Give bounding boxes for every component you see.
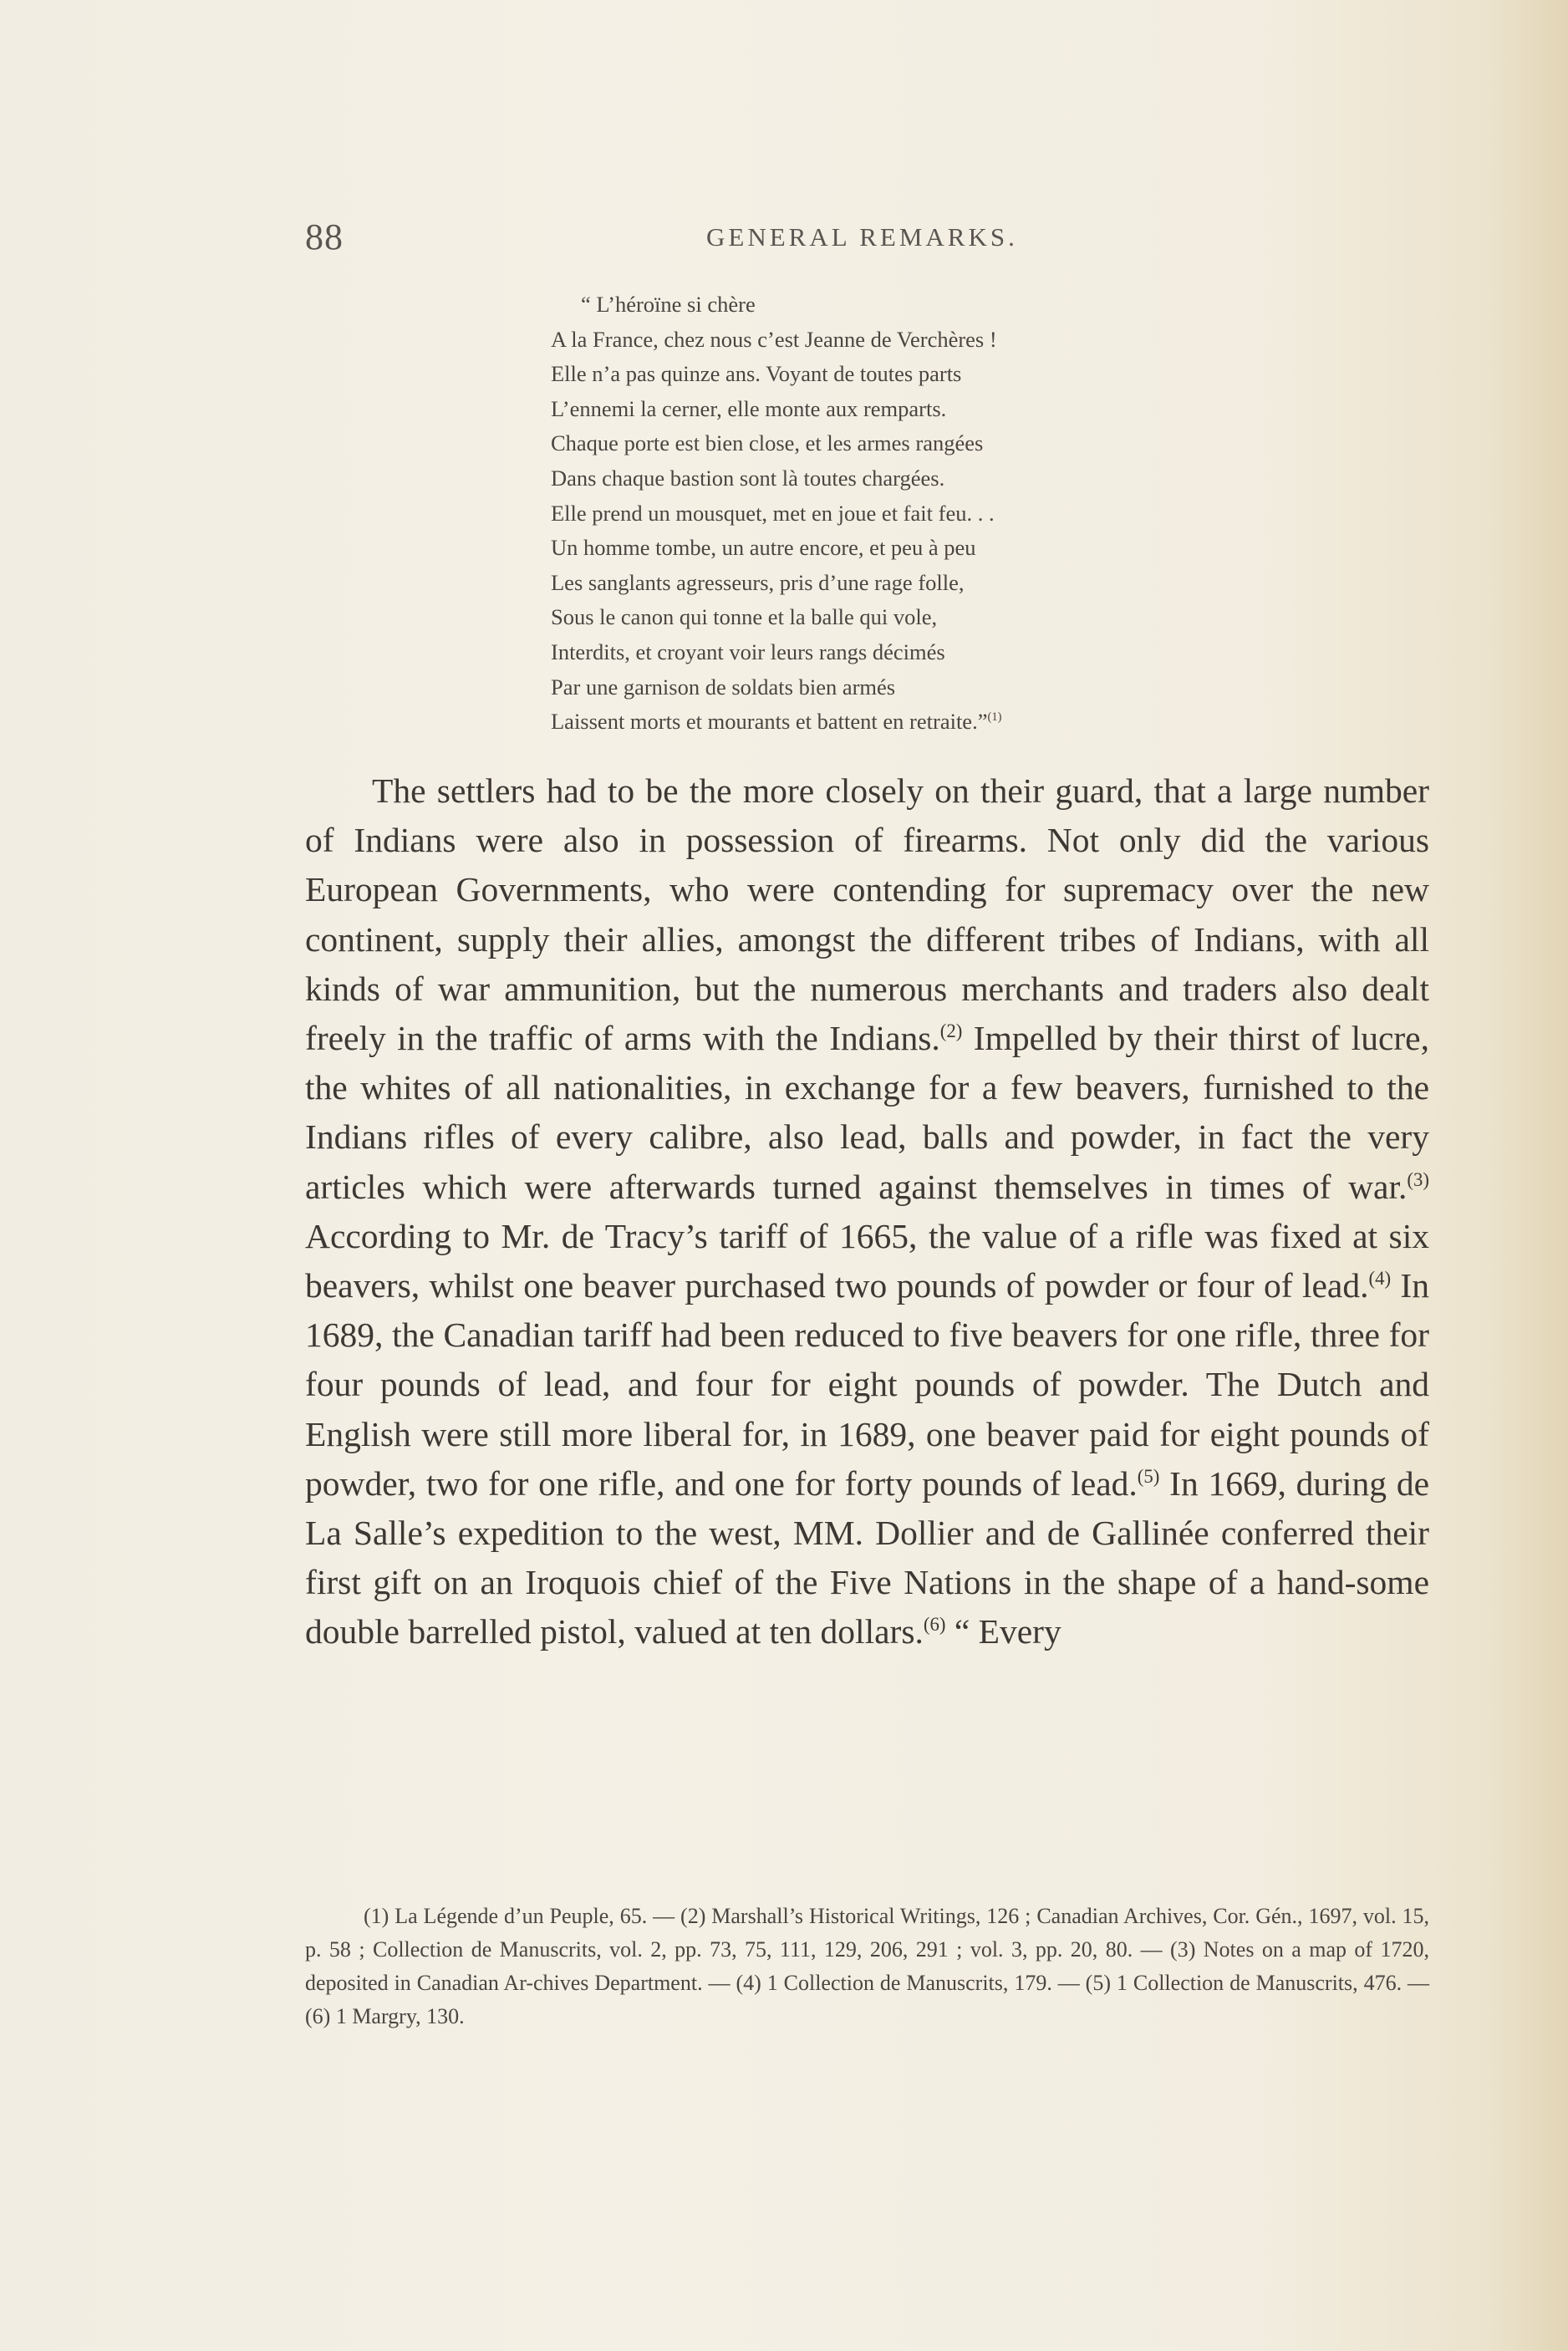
footnotes: (1) La Légende d’un Peuple, 65. — (2) Marshall’s Historical Writings, 126 ; Canadian Archives, Cor. Gén., 1697, vol. 15, p. 58 ; Collection de Manuscrits, vol. 2, pp. 73, 75, 111, 129, 206, 291 ; vol. 3, pp. 20, 80. — (3) Notes on a map of 1720, deposited in Canadian Ar-chives Department. — (4) 1 Collection de Manuscrits, 179. — (5) 1 Collection de Manuscrits, 476. — (6) 1 Margry, 130. bbox=[305, 1904, 1429, 2028]
page-title: GENERAL REMARKS. bbox=[706, 222, 1018, 252]
footnote-ref[interactable]: (4) bbox=[1368, 1268, 1392, 1290]
poem-line-text: Laissent morts et mourants et battent en retraite.” bbox=[551, 709, 988, 735]
footnote-ref[interactable]: (2) bbox=[939, 1020, 963, 1042]
poem-line: Elle n’a pas quinze ans. Voyant de toutes parts bbox=[551, 361, 962, 387]
poem-line: A la France, chez nous c’est Jeanne de Verchères ! bbox=[551, 326, 997, 352]
footnote-ref[interactable]: (5) bbox=[1137, 1466, 1160, 1488]
body-text-segment: “ Every bbox=[945, 1612, 1061, 1651]
poem-line: Interdits, et croyant voir leurs rangs décimés bbox=[551, 639, 945, 664]
body-text-segment: In 1689, the Canadian tariff had been reduced to five beavers for one rifle, three for four pounds of lead, and four for eight pounds of powder. The Dutch and English were still more liberal for, in 1689, one beaver paid for eight pounds of powder, two for one rifle, and one for forty pounds of lead. bbox=[305, 1266, 1429, 1503]
footnote-ref[interactable]: (1) bbox=[987, 710, 1002, 725]
body-text-segment: Impelled by their thirst of lucre, the whites of all nationalities, in exchange for a few beavers, furnished to the Indians rifles of every calibre, also lead, balls and powder, in fact the very articles which were afterwards turned against themselves in times of war. bbox=[305, 1019, 1429, 1206]
poem-line: Les sanglants agresseurs, pris d’une rage folle, bbox=[551, 569, 965, 595]
footnote-ref[interactable]: (3) bbox=[1407, 1168, 1429, 1190]
poem-quotation bbox=[551, 288, 1186, 740]
poem-line: Dans chaque bastion sont là toutes chargées. bbox=[551, 465, 945, 491]
poem-line-last bbox=[551, 705, 1186, 740]
running-head bbox=[305, 216, 1429, 266]
body-paragraph bbox=[305, 766, 1429, 1657]
footnote-ref[interactable]: (6) bbox=[923, 1614, 946, 1636]
poem-line: Elle prend un mousquet, met en joue et fait feu. . . bbox=[551, 500, 995, 526]
poem-line: “ L’héroïne si chère bbox=[581, 292, 756, 317]
body-text-segment: The settlers had to be the more closely on their guard, that a large number of Indians were also in possession of firearms. Not only did the various European Governments, who were contending for supremacy over the new continent, supply their allies, amongst the different tribes of Indians, with all kinds of war ammunition, but the numerous merchants and traders also dealt freely in the traffic of arms with the Indians. bbox=[305, 771, 1429, 1058]
poem-line: L’ennemi la cerner, elle monte aux remparts. bbox=[551, 395, 947, 421]
body-text-segment: In 1669, during de La Salle’s expedition to the west, MM. Dollier and de Gallinée conferred their first gift on an Iroquois chief of the Five Nations in the shape of a hand-some double barrelled pistol, valued at ten dollars. bbox=[305, 1463, 1429, 1651]
poem-line: Par une garnison de soldats bien armés bbox=[551, 674, 896, 700]
body-text-segment: According to Mr. de Tracy’s tariff of 1665, the value of a rifle was fixed at six beavers, whilst one beaver purchased two pounds of powder or four of lead. bbox=[305, 1216, 1429, 1305]
page-number: 88 bbox=[305, 216, 344, 257]
poem-line: Chaque porte est bien close, et les armes rangées bbox=[551, 430, 984, 456]
poem-line: Sous le canon qui tonne et la balle qui vole, bbox=[551, 604, 938, 630]
poem-line: Un homme tombe, un autre encore, et peu à peu bbox=[551, 535, 976, 561]
